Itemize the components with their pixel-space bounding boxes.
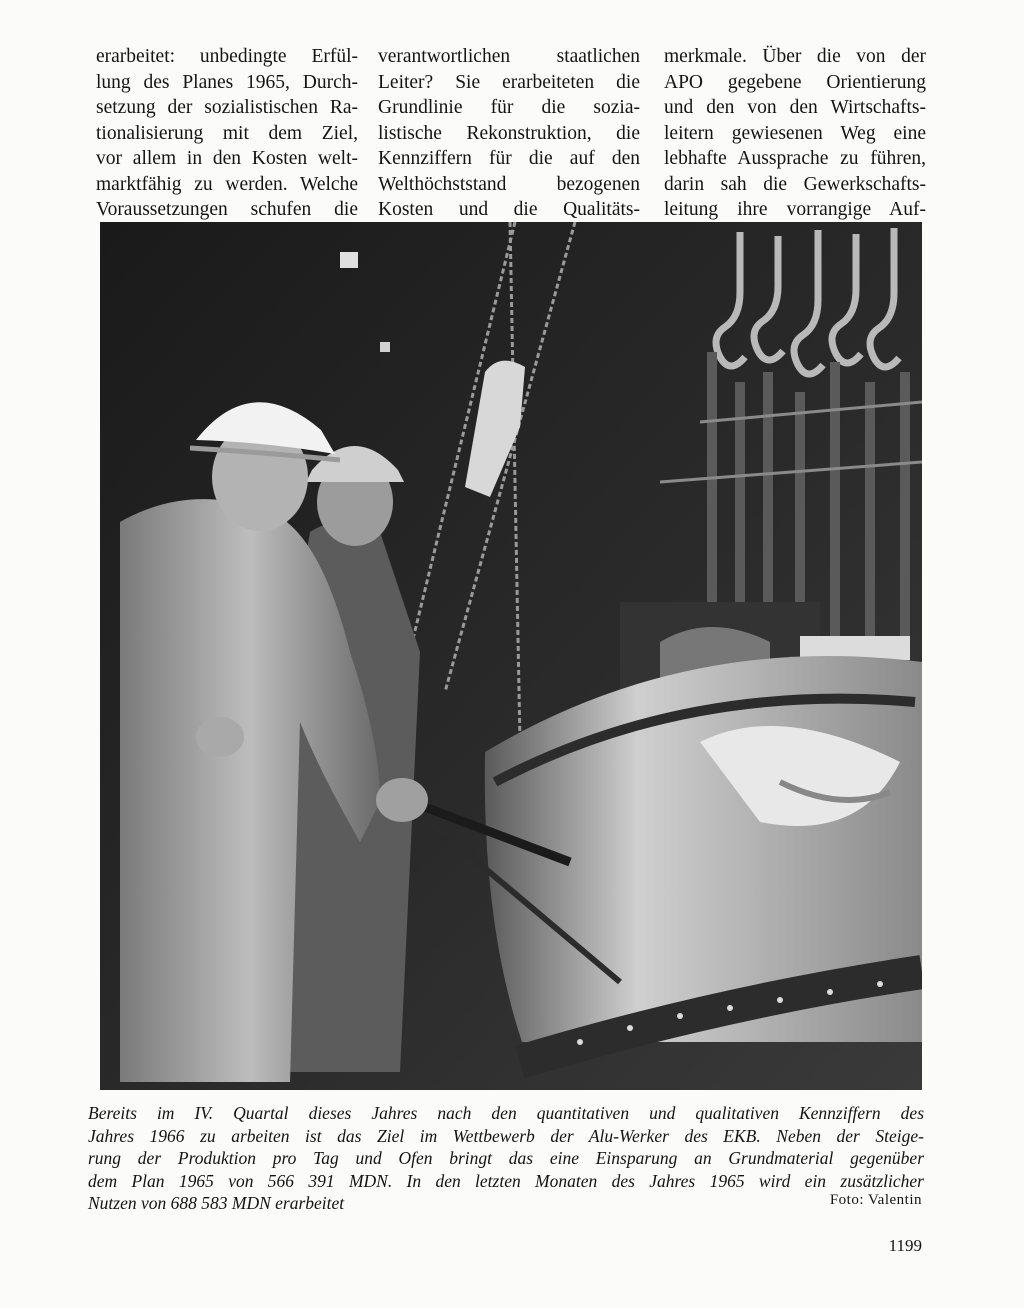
text-line: Leiter? Sie erarbeiteten die	[378, 71, 640, 93]
text-column-2	[378, 44, 640, 223]
text-line: listische Rekonstruktion, die	[378, 122, 640, 144]
text-line: Kosten und die Qualitäts-	[378, 199, 640, 220]
text-line: lebhafte Aussprache zu führen,	[664, 148, 926, 169]
text-line: Grundlinie für die sozia-	[378, 97, 640, 118]
text-line: Voraussetzungen schufen die	[96, 199, 358, 220]
text-line: APO gegebene Orientierung	[664, 71, 926, 93]
caption-line: rung der Produktion pro Tag und Ofen bringt das eine Einsparung an Grundmaterial gegenüber	[88, 1148, 924, 1168]
text-line: darin sah die Gewerkschafts-	[664, 173, 926, 195]
text-line: und den von den Wirtschafts-	[664, 97, 926, 118]
text-line: vor allem in den Kosten welt-	[96, 148, 358, 169]
text-line: setzung der sozialistischen Ra-	[96, 97, 358, 118]
caption-line: Bereits im IV. Quartal dieses Jahres nach den quantitativen und qualitativen Kennziffern des	[88, 1103, 924, 1123]
page-number: 1199	[888, 1236, 922, 1255]
text-line: verantwortlichen staatlichen	[378, 46, 640, 67]
caption-line: Jahres 1966 zu arbeiten ist das Ziel im Wettbewerb der Alu-Werker des EKB. Neben der Steige-	[88, 1125, 924, 1146]
text-line: Welthöchststand bezogenen	[378, 173, 640, 195]
text-column-3	[664, 44, 926, 223]
text-column-1	[96, 44, 358, 223]
text-line: marktfähig zu werden. Welche	[96, 173, 358, 195]
text-line: lung des Planes 1965, Durch-	[96, 71, 358, 93]
photo-workers-furnace	[100, 222, 922, 1090]
text-line: erarbeitet: unbedingte Erfül-	[96, 46, 358, 67]
caption-line: Nutzen von 688 583 MDN erarbeitet	[88, 1193, 345, 1213]
text-line: Kennziffern für die auf den	[378, 148, 640, 169]
photo-credit: Foto: Valentin	[829, 1192, 922, 1208]
text-line: leitung ihre vorrangige Auf-	[664, 199, 926, 220]
text-line: leitern gewiesenen Weg eine	[664, 122, 926, 144]
text-line: merkmale. Über die von der	[664, 46, 926, 67]
photo-caption	[88, 1102, 924, 1215]
caption-line: dem Plan 1965 von 566 391 MDN. In den letzten Monaten des Jahres 1965 wird ein zusätzlicher	[88, 1170, 924, 1191]
text-line: tionalisierung mit dem Ziel,	[96, 122, 358, 144]
